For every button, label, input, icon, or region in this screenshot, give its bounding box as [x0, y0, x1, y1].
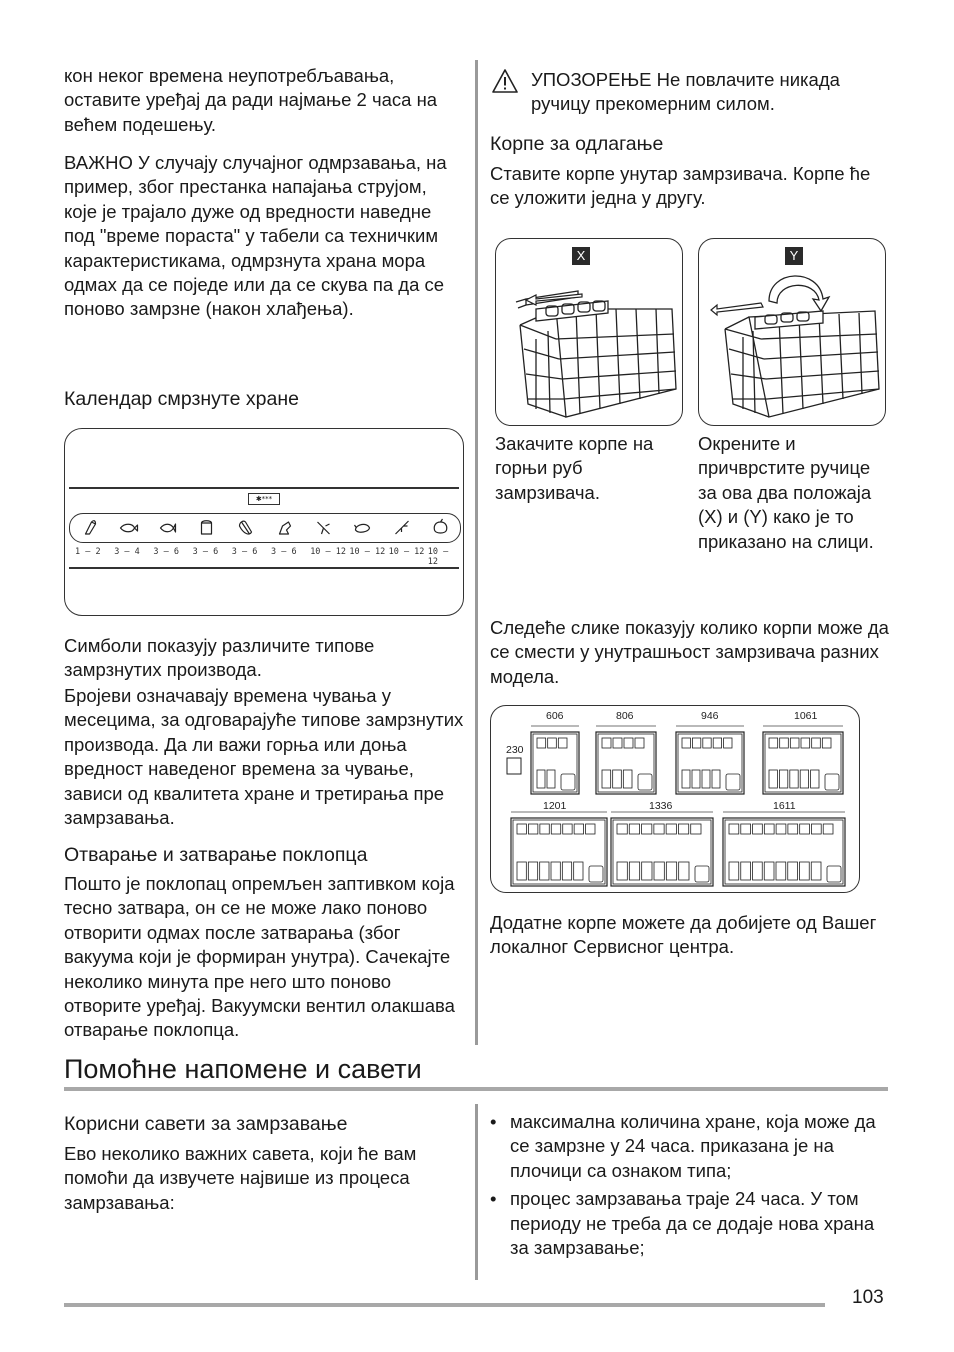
- basket-figure-y: [698, 238, 886, 426]
- baskets-heading: Корпе за одлагање: [490, 133, 664, 155]
- model-1336-label: 1336: [649, 800, 673, 812]
- storage-months-label: 3 – 6: [192, 547, 219, 557]
- fruit-icon: [434, 519, 447, 533]
- tips-bullet-list: [490, 1110, 890, 1260]
- food-icons-strip: [69, 513, 461, 543]
- storage-months-label: 10 – 12: [310, 547, 347, 557]
- freezer-models-figure: [490, 705, 860, 893]
- frozen-food-calendar: [64, 428, 464, 616]
- numbers-paragraph: Бројеви означавају времена чувања у месецима, за одговарајуће типове замрзнутих производа. Да ли важи горња или доња вредност наведеног времена за чување, зависи од квалитета хране и третирања пре замрзавања.: [64, 685, 464, 829]
- bread-icon: [202, 521, 212, 534]
- basket-rotate-illustration: [699, 239, 885, 425]
- fish-icon: [121, 524, 138, 532]
- footer-rule: [64, 1303, 825, 1307]
- section-title-rule: [64, 1087, 888, 1091]
- cake-icon: [86, 521, 96, 534]
- section-title: Помоћне напомене и савети: [64, 1054, 422, 1084]
- extra-baskets-paragraph: Додатне корпе можете да добијете од Вашег локалног Сервисног центра.: [490, 912, 877, 958]
- models-paragraph: Следеће слике показују колико корпи може да се смести у унутрашњост замрзивача разних модела.: [490, 617, 889, 687]
- symbols-paragraph: Симболи показују различите типове замрзнутих производа.: [64, 635, 375, 681]
- bullet-dot: •: [490, 1111, 497, 1132]
- tag-y: Y: [785, 247, 803, 265]
- column-divider-upper: [475, 60, 478, 1045]
- column-divider-lower: [475, 1104, 478, 1280]
- storage-months-label: 10 – 12: [427, 547, 449, 567]
- meat-icon: [318, 522, 330, 534]
- storage-months-label: 10 – 12: [349, 547, 386, 557]
- baskets-paragraph: Ставите корпе унутар замрзивача. Корпе ће се уложити једна у другу.: [490, 163, 871, 209]
- calendar-heading: Календар смрзнуте хране: [64, 388, 299, 410]
- basket-figure-x: [495, 238, 683, 426]
- tip-bullet-text: процес замрзавања траје 24 часа. У том периоду не треба да се додаје нова храна за замрзавање;: [510, 1188, 875, 1259]
- basket-size-label: 230: [506, 744, 524, 756]
- tag-x: X: [572, 247, 590, 265]
- warning-icon: [492, 68, 518, 94]
- freezer-model-top: [596, 732, 656, 794]
- model-1611-label: 1611: [773, 800, 796, 812]
- model-1061-label: 1061: [794, 710, 818, 722]
- single-basket-icon: [507, 758, 521, 774]
- warning-label: УПОЗОРЕЊЕ: [531, 69, 652, 90]
- freezer-model-bottom: [511, 818, 607, 886]
- important-paragraph: [64, 151, 464, 322]
- model-606-label: 606: [546, 710, 564, 722]
- warning-text: Не повлачите никада ручицу прекомерним силом.: [531, 69, 840, 115]
- freezer-models-svg: [491, 706, 859, 892]
- calendar-top-line: [69, 487, 459, 489]
- poultry-icon: [280, 522, 291, 534]
- lid-paragraph: Пошто је поклопац опремљен заптивком која тесно затвара, он се не може лако поново отворити одмах после затварања (због вакуума који је формиран унутра). Сачекајте неколико минута пре него што поново отворите уређај. Вакуумски вентил олакшава отварање поклопца.: [64, 873, 455, 1041]
- food-icons-svg: [70, 514, 460, 542]
- pork-icon: [355, 524, 370, 532]
- tips-intro: Ево неколико важних савета, који ће вам помоћи да извучете највише из процеса замрзавања:: [64, 1143, 417, 1213]
- basket-hook-illustration: [496, 239, 682, 425]
- tips-heading: Корисни савети за замрзавање: [64, 1113, 348, 1135]
- caption-x: Закачите корпе на горњи руб замрзивача.: [495, 433, 654, 503]
- fish-whole-icon: [161, 524, 176, 532]
- important-text: У случају случајног одмрзавања, на пример, због престанка напајања струјом, које је трајало дуже од вредности наведне под "време пораста" у табели са техничким карактеристикама, одмрзнута храна мора одмах да се поједе или да се скува па да се поново замрзне (након хлађења).: [64, 152, 447, 320]
- bullet-dot: •: [490, 1188, 497, 1210]
- intro-paragraph: кон неког времена неупотребљавања, оставите уређај да ради најмање 2 часа на већем подешењу.: [64, 65, 438, 135]
- caption-y: Окрените и причврстите ручице за ова два положаја (X) и (Y) како је то приказано на слици.: [698, 433, 874, 552]
- tip-bullet-text: максимална количина хране, која може да се замрзне у 24 часа. приказана је на плочици са ознаком типа;: [510, 1111, 876, 1181]
- model-1201-label: 1201: [543, 800, 567, 812]
- storage-months-label: 10 – 12: [388, 547, 425, 557]
- storage-months-label: 1 – 2: [75, 547, 101, 557]
- vegetables-icon: [396, 521, 409, 534]
- storage-months-row: [69, 547, 461, 567]
- sausage-icon: [240, 521, 252, 534]
- freezer-star-badge: ✱***: [248, 493, 280, 505]
- model-946-label: 946: [701, 710, 719, 722]
- storage-months-label: 3 – 6: [153, 547, 179, 557]
- page-number: 103: [852, 1287, 884, 1308]
- lid-heading: Отварање и затварање поклопца: [64, 844, 368, 866]
- storage-months-label: 3 – 4: [114, 547, 140, 557]
- tip-bullet: [490, 1110, 890, 1183]
- warning-paragraph: [531, 68, 891, 117]
- storage-months-label: 3 – 6: [231, 547, 258, 557]
- storage-months-label: 3 – 6: [271, 547, 297, 557]
- tip-bullet: [490, 1187, 890, 1260]
- freezer-model-bottom: [611, 818, 713, 886]
- calendar-bottom-line: [69, 567, 459, 569]
- important-label: ВАЖНО: [64, 152, 133, 173]
- model-806-label: 806: [616, 710, 634, 722]
